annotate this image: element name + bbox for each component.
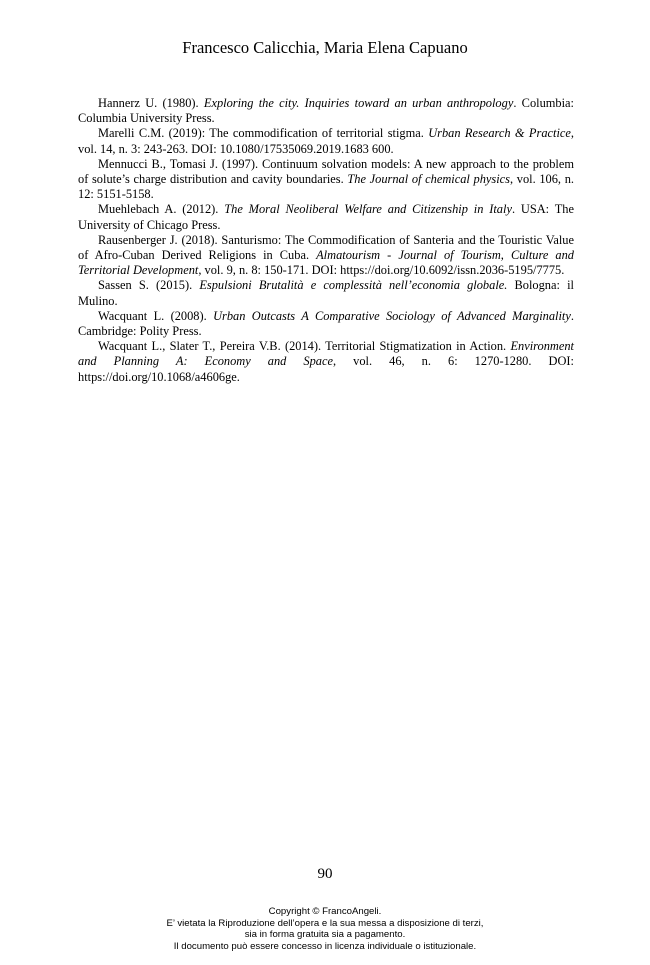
reference-entry: Marelli C.M. (2019): The commodification of territorial stigma. Urban Research & Practice, vol. 14, n. 3: 243-263. DOI: 10.1080/17535069.2019.1683 600.	[78, 126, 575, 156]
reference-entry: Muehlebach A. (2012). The Moral Neoliberal Welfare and Citizenship in Italy. USA: The University of Chicago Press.	[78, 202, 574, 232]
reference-entry: Hannerz U. (1980). Exploring the city. Inquiries toward an urban anthropology. Columbia: Columbia University Press.	[78, 96, 574, 126]
reference-entry: Rausenberger J. (2018). Santurismo: The Commodification of Santeria and the Touristic Value of Afro-Cuban Derived Religions in Cuba. Almatourism - Journal of Tourism, Culture and Territorial Development, vol. 9, n. 8: 150-171. DOI: https://doi.org/10.6092/issn.2036-5195/7775.	[78, 232, 574, 278]
reference-entry: Wacquant L. (2008). Urban Outcasts A Comparative Sociology of Advanced Marginality. Cambridge: Polity Press.	[78, 308, 574, 339]
running-header: Francesco Calicchia, Maria Elena Capuano	[182, 38, 468, 57]
reference-entry: Mennucci B., Tomasi J. (1997). Continuum solvation models: A new approach to the problem of solute’s charge distribution and cavity boundaries. The Journal of chemical physics, vol. 106, n. 12: 5151-5158.	[78, 156, 574, 202]
reference-entry: Wacquant L., Slater T., Pereira V.B. (2014). Territorial Stigmatization in Action. Environment and Planning A: Economy and Space, vol. 46, n. 6: 1270-1280. DOI: https://doi.org/10.1068/a4606ge.	[78, 339, 574, 384]
copyright-line: Copyright © FrancoAngeli.	[268, 906, 382, 917]
copyright-notice-line: Il documento può essere concesso in licenza individuale o istituzionale.	[173, 940, 477, 952]
reference-entry: Sassen S. (2015). Espulsioni Brutalità e complessità nell’economia globale. Bologna: il Mulino.	[78, 278, 574, 308]
copyright-notice-line: sia in forma gratuita sia a pagamento.	[244, 929, 406, 941]
copyright-footer	[0, 906, 650, 952]
reference-list	[78, 96, 574, 385]
copyright-notice-line: E’ vietata la Riproduzione dell’opera e la sua messa a disposizione di terzi,	[166, 917, 484, 929]
page-number: 90	[317, 866, 333, 882]
